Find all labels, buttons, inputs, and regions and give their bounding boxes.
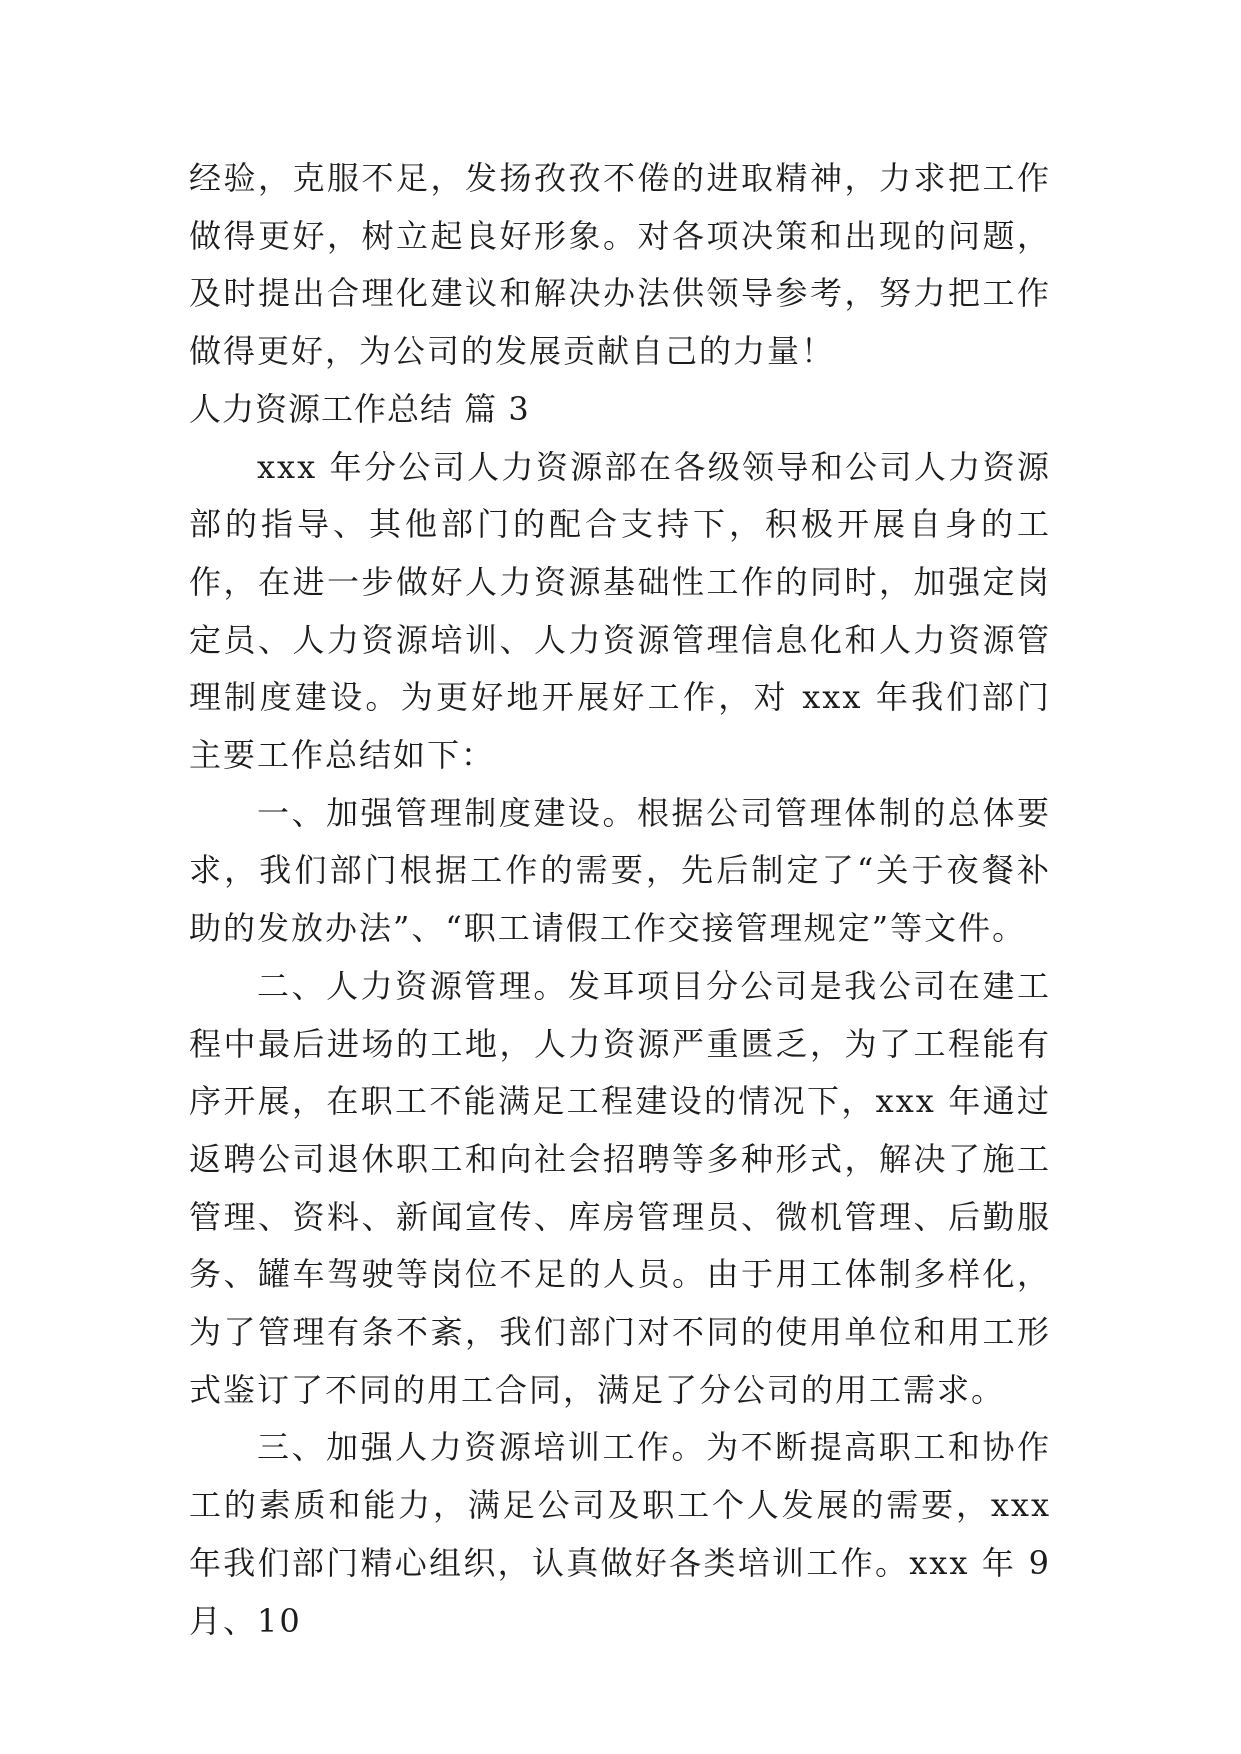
paragraph-closing: 经验，克服不足，发扬孜孜不倦的进取精神，力求把工作做得更好，树立起良好形象。对各项决策和出现的问题，及时提出合理化建议和解决办法供领导参考，努力把工作做得更好，为公司的发展贡献自己的力量！ [189,159,1051,371]
document-body [189,150,1051,1650]
paragraph-item-2: 二、人力资源管理。发耳项目分公司是我公司在建工程中最后进场的工地，人力资源严重匮乏，为了工程能有序开展，在职工不能满足工程建设的情况下，xxx 年通过返聘公司退休职工和向社会招聘等多种形式，解决了施工管理、资料、新闻宣传、库房管理员、微机管理、后勤服务、罐车驾驶等岗位不足的人员。由于用工体制多样化，为了管理有条不紊，我们部门对不同的使用单位和用工形式鉴订了不同的用工合同，满足了分公司的用工需求。 [189,966,1051,1409]
paragraph-item-3: 三、加强人力资源培训工作。为不断提高职工和协作工的素质和能力，满足公司及职工个人发展的需要，xxx 年我们部门精心组织，认真做好各类培训工作。xxx 年 9 月、10 [189,1428,1051,1640]
paragraph-item-1: 一、加强管理制度建设。根据公司管理体制的总体要求，我们部门根据工作的需要，先后制定了“关于夜餐补助的发放办法”、“职工请假工作交接管理规定”等文件。 [189,793,1051,948]
paragraph-intro: xxx 年分公司人力资源部在各级领导和公司人力资源部的指导、其他部门的配合支持下，积极开展自身的工作，在进一步做好人力资源基础性工作的同时，加强定岗定员、人力资源培训、人力资源管理信息化和人力资源管理制度建设。为更好地开展好工作，对 xxx 年我们部门主要工作总结如下： [189,447,1051,775]
section-heading: 人力资源工作总结 篇 3 [189,389,530,428]
